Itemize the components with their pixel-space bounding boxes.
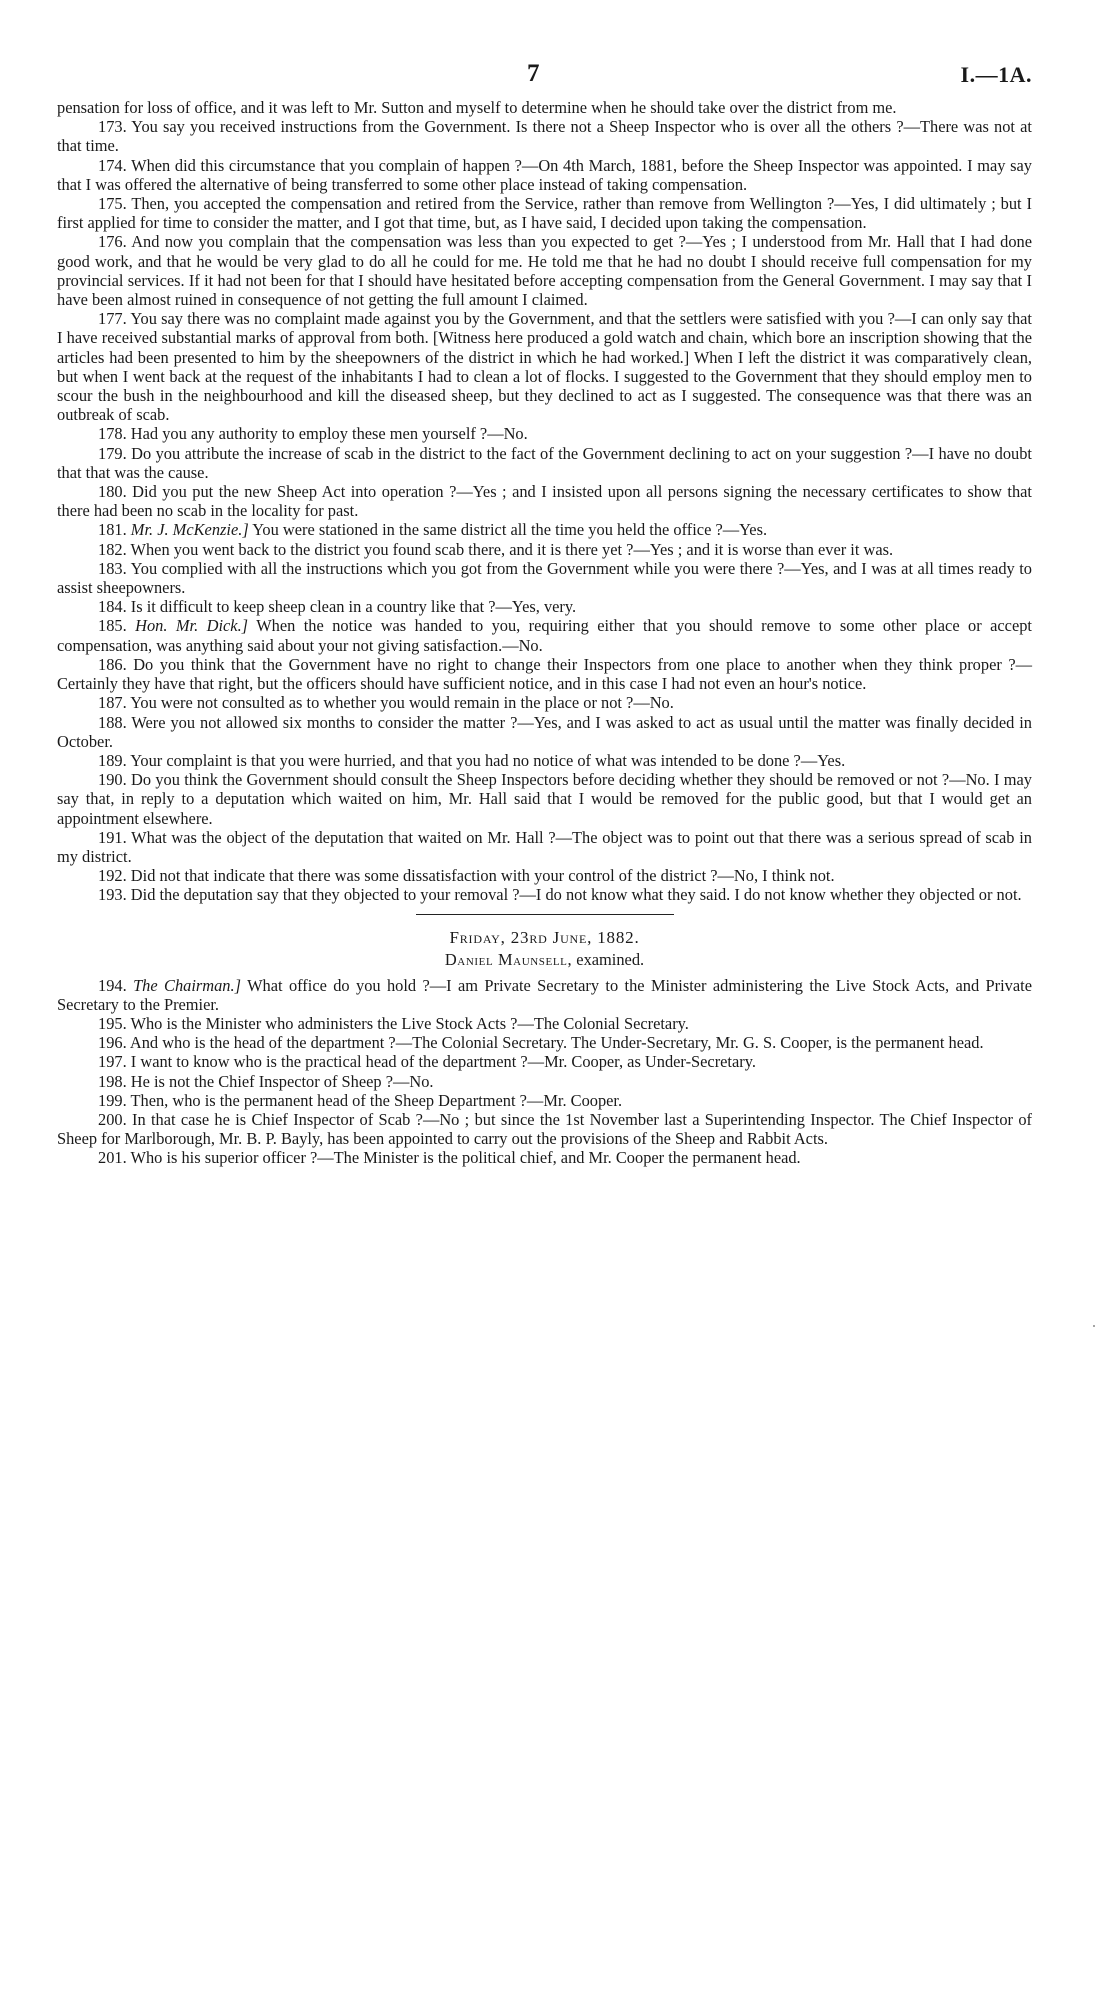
- question-number: 180.: [98, 482, 127, 502]
- paragraph-text: Then, you accepted the compensation and retired from the Service, rather than remove from Wellington ?—Yes, I did ultimately ; but I first applied for time to consider the matter, and I got that time, but, as I have said, I decided upon taking the compensation.: [57, 194, 1032, 233]
- question-196: [57, 1033, 1032, 1052]
- question-number: 174.: [98, 155, 127, 175]
- evidence-part-two: [57, 976, 1032, 1168]
- question-number: 190.: [98, 770, 127, 790]
- question-number: 181.: [98, 520, 127, 540]
- section-divider: [416, 914, 674, 915]
- paragraph-text: And who is the head of the department ?—The Colonial Secretary. The Under-Secretary, Mr. G. S. Cooper, is the permanent head.: [129, 1033, 984, 1053]
- speaker-name: Hon. Mr. Dick.]: [135, 616, 249, 636]
- question-189: [57, 751, 1032, 770]
- paragraph-text: And now you complain that the compensation was less than you expected to get ?—Yes ; I understood from Mr. Hall that I had done good work, and that he would be very glad to do all he could for me. He told me that he had no doubt I should receive full compensation for my provincial services. If it had not been for that I should have hesitated before accepting compensation from the General Government. I may say that I have been almost ruined in consequence of not getting the full amount I claimed.: [57, 232, 1032, 310]
- witness-name: Daniel Maunsell,: [444, 949, 573, 969]
- question-number: 177.: [98, 309, 127, 329]
- question-181: [57, 520, 1032, 539]
- question-177: [57, 309, 1032, 424]
- question-number: 173.: [98, 117, 127, 137]
- paragraph-text: Who is the Minister who administers the Live Stock Acts ?—The Colonial Secretary.: [130, 1013, 689, 1033]
- paragraph-text: Did not that indicate that there was some dissatisfaction with your control of the district ?—No, I think not.: [130, 866, 835, 886]
- question-number: 179.: [98, 443, 127, 463]
- continued-paragraph: [57, 98, 1032, 117]
- question-number: 185.: [98, 616, 127, 636]
- question-number: 197.: [98, 1052, 127, 1072]
- page-header: [57, 60, 1032, 98]
- sitting-date: Friday, 23rd June, 1882.: [449, 927, 640, 947]
- question-193: [57, 885, 1032, 904]
- question-195: [57, 1014, 1032, 1033]
- question-number: 201.: [98, 1148, 127, 1168]
- paragraph-text: In that case he is Chief Inspector of Scab ?—No ; but since the 1st November last a Superintending Inspector. The Chief Inspector of Sheep for Marlborough, Mr. B. P. Bayly, has been appointed to carry out the provisions of the Sheep and Rabbit Acts.: [57, 1109, 1032, 1149]
- question-185: [57, 616, 1032, 654]
- speaker-name: Mr. J. McKenzie.]: [130, 520, 249, 540]
- question-176: [57, 232, 1032, 309]
- question-number: 198.: [98, 1071, 127, 1091]
- paragraph-text: You say there was no complaint made against you by the Government, and that the settlers were satisfied with you ?—I can only say that I have received substantial marks of approval from both. [Witness here produced a gold watch and chain, which bore an inscription showing that the articles had been presented to him by the sheepowners of the district in which he had worked.] When I left the district it was comparatively clean, but when I went back at the request of the inhabitants I had to clean a lot of flocks. I suggested to the Government that they should employ men to scour the bush in the neighbourhood and kill the diseased sheep, but they declined to act as I suggested. The consequence was that there was an outbreak of scab.: [57, 309, 1032, 425]
- paragraph-text: pensation for loss of office, and it was left to Mr. Sutton and myself to determine when he should take over the district from me.: [57, 98, 897, 117]
- paragraph-text: Did you put the new Sheep Act into operation ?—Yes ; and I insisted upon all persons signing the necessary certificates to show that there had been no scab in the locality for past.: [57, 482, 1032, 521]
- question-192: [57, 866, 1032, 885]
- question-183: [57, 559, 1032, 597]
- question-180: [57, 482, 1032, 520]
- question-194: [57, 976, 1032, 1014]
- question-number: 184.: [98, 597, 127, 617]
- evidence-part-one: [57, 98, 1032, 905]
- question-173: [57, 117, 1032, 155]
- question-201: [57, 1148, 1032, 1167]
- paragraph-text: You complied with all the instructions which you got from the Government while you were there ?—Yes, and I was at all times ready to assist sheepowners.: [57, 558, 1032, 598]
- paragraph-text: What was the object of the deputation that waited on Mr. Hall ?—The object was to point out that there was a serious spread of scab in my district.: [57, 827, 1032, 866]
- question-number: 195.: [98, 1013, 127, 1033]
- paragraph-text: You say you received instructions from the Government. Is there not a Sheep Inspector who is over all the others ?—There was not at that time.: [57, 117, 1032, 156]
- paragraph-text: Do you think the Government should consult the Sheep Inspectors before deciding whether they should be removed or not ?—No. I may say that, in reply to a deputation which waited on him, Mr. Hall said that I would be removed for the public good, but that I would get an appointment elsewhere.: [57, 770, 1032, 828]
- question-191: [57, 828, 1032, 866]
- question-number: 182.: [98, 539, 127, 559]
- question-190: [57, 770, 1032, 828]
- question-number: 194.: [98, 975, 127, 995]
- paragraph-text: What office do you hold ?—I am Private Secretary to the Minister administering the Live Stock Acts, and Private Secretary to the Premier.: [57, 975, 1032, 1014]
- question-197: [57, 1052, 1032, 1071]
- question-182: [57, 540, 1032, 559]
- paragraph-text: Who is his superior officer ?—The Minister is the political chief, and Mr. Cooper the permanent head.: [130, 1148, 801, 1168]
- paper-reference: I.—1A.: [960, 62, 1032, 87]
- paragraph-text: Do you think that the Government have no right to change their Inspectors from one place to another when they think proper ?—Certainly they have that right, but the officers should have sufficient notice, and in this case I had not even an hour's notice.: [57, 654, 1032, 694]
- question-number: 200.: [98, 1109, 127, 1129]
- question-number: 187.: [98, 693, 127, 713]
- question-175: [57, 194, 1032, 232]
- question-186: [57, 655, 1032, 693]
- speaker-name: The Chairman.]: [133, 975, 241, 995]
- question-number: 193.: [98, 885, 127, 905]
- question-number: 199.: [98, 1090, 127, 1110]
- witness-heading: [57, 949, 1032, 971]
- question-number: 175.: [98, 194, 127, 214]
- paragraph-text: When you went back to the district you found scab there, and it is there yet ?—Yes ; and it is worse than ever it was.: [130, 539, 894, 559]
- paragraph-text: Your complaint is that you were hurried, and that you had no notice of what was intended to be done ?—Yes.: [130, 750, 846, 770]
- paragraph-text: You were stationed in the same district all the time you held the office ?—Yes.: [252, 520, 768, 540]
- question-199: [57, 1091, 1032, 1110]
- question-178: [57, 424, 1032, 443]
- question-179: [57, 444, 1032, 482]
- paragraph-text: You were not consulted as to whether you would remain in the place or not ?—No.: [130, 693, 674, 713]
- paragraph-text: Had you any authority to employ these men yourself ?—No.: [130, 424, 528, 444]
- document-page: [57, 60, 1032, 1168]
- paragraph-text: Were you not allowed six months to consider the matter ?—Yes, and I was asked to act as usual until the matter was finally decided in October.: [57, 712, 1032, 751]
- question-188: [57, 713, 1032, 751]
- question-174: [57, 156, 1032, 194]
- question-number: 178.: [98, 424, 127, 444]
- question-number: 176.: [98, 232, 127, 252]
- paragraph-text: Do you attribute the increase of scab in the district to the fact of the Government declining to act on your suggestion ?—I have no doubt that that was the cause.: [57, 443, 1032, 482]
- question-number: 191.: [98, 827, 127, 847]
- witness-status: examined.: [576, 949, 645, 969]
- paragraph-text: I want to know who is the practical head of the department ?—Mr. Cooper, as Under-Secretary.: [130, 1052, 756, 1072]
- margin-mark: [1093, 1325, 1095, 1327]
- question-200: [57, 1110, 1032, 1148]
- paragraph-text: When did this circumstance that you complain of happen ?—On 4th March, 1881, before the Sheep Inspector was appointed. I may say that I was offered the alternative of being transferred to some other place instead of taking compensation.: [57, 155, 1032, 194]
- question-number: 192.: [98, 866, 127, 886]
- question-184: [57, 597, 1032, 616]
- page-number: 7: [527, 60, 540, 87]
- paragraph-text: When the notice was handed to you, requiring either that you should remove to some other place or accept compensation, was anything said about your not giving satisfaction.—No.: [57, 616, 1032, 655]
- question-number: 188.: [98, 712, 127, 732]
- question-number: 186.: [98, 654, 127, 674]
- paragraph-text: Is it difficult to keep sheep clean in a country like that ?—Yes, very.: [130, 597, 577, 617]
- paragraph-text: Did the deputation say that they objected to your removal ?—I do not know what they said. I do not know whether they objected or not.: [130, 885, 1022, 905]
- paragraph-text: Then, who is the permanent head of the Sheep Department ?—Mr. Cooper.: [130, 1090, 623, 1110]
- question-number: 196.: [98, 1033, 127, 1053]
- question-187: [57, 693, 1032, 712]
- question-number: 189.: [98, 750, 127, 770]
- question-198: [57, 1072, 1032, 1091]
- paragraph-text: He is not the Chief Inspector of Sheep ?—No.: [130, 1071, 434, 1091]
- question-number: 183.: [98, 558, 127, 578]
